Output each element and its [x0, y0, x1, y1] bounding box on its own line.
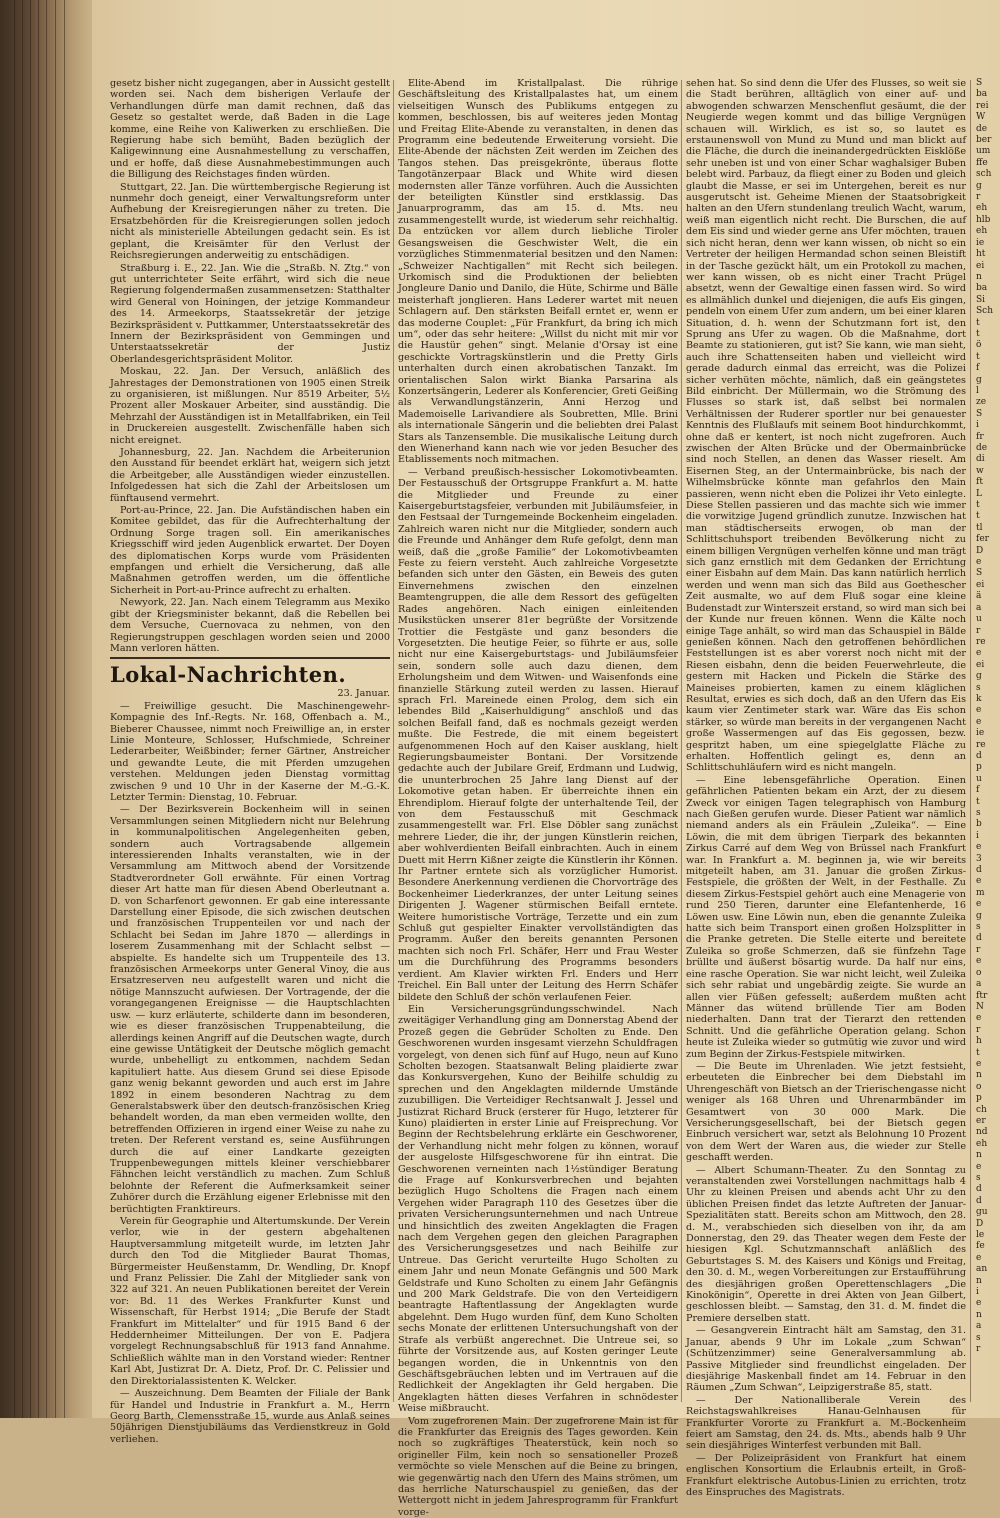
book-binding: [0, 0, 92, 1418]
column-3: [686, 78, 966, 1498]
column-4-fragment: g: [976, 374, 982, 385]
column-rule: [970, 80, 971, 1402]
column-4-fragment: p: [976, 1093, 982, 1104]
column-4-fragment: o: [976, 1081, 982, 1092]
column-4-fragment: 3: [976, 853, 982, 864]
column-4-fragment: t: [976, 511, 980, 522]
article-text: — Verband preußisch-hessischer Lokomotivbeamten. Der Festausschuß der Ortsgruppe Frankfurt a. M. hatte die Mitglieder und Freunde zu einer Kaisergeburtstagsfeier, verbunden mit Jubiläumsfeier, in den Festsaal der Turngemeinde Bockenheim eingeladen. Zahlreich waren nicht nur die Mitglieder, sondern auch die Freunde und Anhänger dem Rufe gefolgt, denn man weiß, daß die „große Familie“ der Lokomotivbeamten Feste zu feiern versteht. Auch zahlreiche Vorgesetzte befanden sich unter den Gästen, ein Beweis des guten Einvernehmens zwischen den einzelnen Beamtengruppen, die alle dem Ressort des gefügelten Rades angehören. Nach einigen einleitenden Musikstücken unserer 81er begrüßte der Vorsitzende Trottier die Festgäste und ganz besonders die Vorgesetzten. Die heutige Feier, so führte er aus, solle nicht nur eine Kaisergeburtstags- und Jubiläumsfeier sein, sondern solle auch dazu dienen, dem Erholungsheim und dem Witwen- und Waisenfonds eine finanzielle Stärkung zuteil werden zu lassen. Hierauf sprach Frl. Mareinede einen Prolog, dem sich ein lebendes Bild „Kaiserhuldigung“ anschloß und das solchen Beifall fand, daß es nochmals gezeigt werden mußte. Die Festrede, die mit einem begeistert aufgenommenen Hoch auf den Kaiser ausklang, hielt Regierungsbaumeister Bontani. Der Vorsitzende gedachte auch der Jubilare Greif, Erdmann und Ludwig, die ununterbrochen 25 Jahre lang Dienst auf der Lokomotive getan haben. Er überreichte ihnen ein Ehrendiplom. Hierauf folgte der unterhaltende Teil, der von dem Festausschuß mit Geschmack zusammengestellt war. Frl. Else Döbler sang zunächst mehrere Lieder, die ihr, der jungen Künstlerin reichen, aber wohlverdienten Beifall einbrachten. Auch in einem Duett mit Herrn Kißner zeigte die Künstlerin ihr Können. Ihr Partner erntete sich als vorzüglicher Humorist. Besondere Anerkennung verdienen die Chorvorträge des Bockenheimer Liederkranzes, der unter Leitung seines Dirigenten J. Wagener stürmischen Beifall erntete. Weitere humoristische Vorträge, Terzette und ein zum Schluß gut gespielter Einakter vervollständigten das Programm. Außer den bereits genannten Personen machten sich noch Frl. Schäfer, Herr und Frau Wester um die Durchführung des Programms besonders verdient. Am Klavier wirkten Frl. Enders und Herr Treichel. Ein Ball unter der Leitung des Herrn Schäfer bildete den Schluß der schön verlaufenen Feier.: [398, 466, 678, 1003]
section-title: Lokal-Nachrichten.: [110, 662, 347, 688]
column-4-fragment: D: [976, 1218, 984, 1229]
column-4-fragment: e: [976, 648, 982, 659]
column-4-fragment: d: [976, 865, 982, 876]
column-4-fragment: de: [976, 123, 988, 134]
column-4-cutoff: [976, 78, 1000, 1404]
column-4-fragment: ht: [976, 249, 986, 260]
column-4-fragment: ze: [976, 397, 987, 408]
column-4-fragment: h: [976, 1036, 982, 1047]
column-4-fragment: ä: [976, 591, 982, 602]
article-text: — Auszeichnung. Dem Beamten der Filiale der Bank für Handel und Industrie in Frankfurt a. M., Herrn Georg Barth, Clemensstraße 15, wurde aus Anlaß seines 50jährigen Dienstjubiläums das Verdienstkreuz in Gold verliehen.: [110, 1388, 390, 1445]
column-1: [110, 78, 390, 1445]
column-4-fragment: W: [976, 112, 986, 123]
column-4-fragment: a: [976, 979, 982, 990]
column-4-fragment: i: [976, 830, 979, 841]
column-4-fragment: fer: [976, 534, 989, 545]
column-4-fragment: n: [976, 1309, 982, 1320]
column-4-fragment: d: [976, 1184, 982, 1195]
column-4-fragment: d: [976, 1195, 982, 1206]
column-4-fragment: s: [976, 808, 981, 818]
column-4-fragment: le: [976, 1230, 985, 1241]
newspaper-page: [92, 0, 1000, 1518]
column-4-fragment: eh: [976, 226, 988, 237]
column-4-fragment: e: [976, 899, 982, 910]
column-4-fragment: t: [976, 351, 980, 362]
column-4-fragment: ba: [976, 283, 988, 294]
column-4-fragment: gu: [976, 1207, 988, 1218]
column-4-fragment: u: [976, 614, 982, 625]
column-4-fragment: e: [976, 842, 982, 853]
column-4-fragment: e: [976, 956, 982, 967]
section-date: 23. Januar.: [337, 688, 390, 700]
column-4-fragment: r: [976, 625, 981, 636]
column-rule: [393, 80, 394, 1402]
column-4-fragment: re: [976, 739, 986, 750]
column-4-fragment: r: [976, 192, 981, 203]
column-4-fragment: n: [976, 1150, 982, 1161]
article-text: — Freiwillige gesucht. Die Maschinengewehr-Kompagnie des Inf.-Regts. Nr. 168, Offenbach a. M., Bieberer Chaussee, nimmt noch Freiwillige an, in erster Linie Monteure, Schlosser, Hufschmiede, Schreiner Lederarbeiter, Weißbinder; ferner Gärtner, Anstreicher und gewandte Leute, die mit Pferden umzugehen verstehen. Meldungen jeden Dienstag vormittag zwischen 9 und 10 Uhr in der Kaserne der M.-G.-K. Letzter Termin: Dienstag, 10. Februar.: [110, 700, 390, 803]
column-4-fragment: s: [976, 922, 981, 933]
article-text: Vom zugefrorenen Main. Der zugefrorene Main ist für die Frankfurter das Ereignis des Tages geworden. Kein noch so zugkräftiges Theaterstück, kein noch so origineller Film, kein noch so sensationeller Prozeß vermöchte so viele Menschen auf die Beine zu bringen, wie gegenwärtig nach den Ufern des Mains strömen, um das herrliche Naturschauspiel zu genießen, das der Wettergott nicht in jedem Jahresprogramm für Frankfurt vorge-: [398, 1415, 678, 1518]
column-4-fragment: s: [976, 1173, 981, 1183]
column-4-fragment: ba: [976, 89, 988, 100]
column-4-fragment: w: [976, 465, 984, 476]
section-divider: [110, 657, 390, 659]
column-4-fragment: e: [976, 1161, 982, 1172]
column-4-fragment: ber: [976, 135, 992, 146]
column-4-fragment: an: [976, 1264, 988, 1275]
column-4-fragment: e: [976, 557, 982, 568]
column-4-fragment: de: [976, 443, 988, 453]
article-text: — Der Bezirksverein Bockenheim will in seinen Versammlungen seinen Mitgliedern nicht nur Belehrung in kommunalpolitischen Angelegenheiten geben, sondern auch Vortragsabende allgemein interessierenden Inhalts veranstalten, wie in der Versammlung am Mittwoch abend der Vorsitzende Stadtverordneter Goll erwähnte. Für einen Vortrag dieser Art hatte man für diesen Abend Oberleutnant a. D. von Scharfenort gewonnen. Er gab eine interessante Darstellung einer Episode, die sich zwischen deutschen und französischen Truppenteilen vor und nach der Schlacht bei Sedan im Jahre 1870 — allerdings in loserem Zusammenhang mit der Schlacht selbst — abspielte. Es handelte sich um Truppenteile des 13. französischen Armeekorps unter General Vinoy, die aus Ersatzreserven neu aufgestellt waren und nicht die nötige Mannszucht aufwiesen. Der Vortragende, der die vorangegangenen Ereignisse — die Hauptschlachten usw. — kurz erläuterte, schilderte dann im besonderen, wie es dieser französischen Truppenabteilung, die allerdings keinen Angriff auf die Deutschen wagte, durch eine gewisse Untätigkeit der Deutsche möglich gemacht wurde, unbehelligt zu entkommen, nachdem Sedan kapituliert hatte. Aus diesem Grund sei diese Episode ganz wenig bekannt geworden und auch erst im Jahre 1892 in einem besonderen Nachtrag zu dem Generalstabswerk über den deutsch-französischen Krieg behandelt worden, da man eben vermeiden wollte, den betreffenden Offizieren in irgend einer Weise zu nahe zu treten. Der Referent verstand es, seine Ausführungen durch die auf einer Landkarte gezeigten Truppenbewegungen mittels kleiner verschiebbarer Fähnchen leicht verständlich zu machen. Zum Schluß belohnte der Referent die Aufmerksamkeit seiner Zuhörer durch die Erzählung eigener Erlebnisse mit den berüchtigten Franktireurs.: [110, 804, 390, 1215]
column-4-fragment: Sch: [976, 306, 994, 317]
article-text: sehen hat. So sind denn die Ufer des Flusses, so weit sie die Stadt berühren, alltäglich von einer auf- und abwogenden schwarzen Menschenflut gesäumt, die der Neugierde wegen kommt und das billige Vergnügen schauen will. Wirklich, es ist so, so lautet es erstaunenswoll von Mund zu Mund und man blickt auf die Fläche, die durch die ineinandergedrückten Eisklöße sehr uneben ist und von einer Schar waghalsiger Buben belebt wird. Parbauz, da fliegt einer zu Boden und gleich glaubt die Masse, er sei im Untergehen, bereit es nur ausgerutscht ist. Geheime Mienen der Staatsobrigkeit halten an den Ufern stundenlang treulich Wacht, warum, weiß man eigentlich nicht recht. Die Burschen, die auf dem Eis sind und wieder gerne ans Ufer möchten, trauen sich nicht heran, denn wer kann wissen, ob nicht so ein Vertreter der heiligen Hermandad schon seinen Bleistift in der Tasche gezückt hält, um ein Protokoll zu machen, wer kann wissen, ob es nicht einer Tracht Prügel absetzt, wenn der Gewaltige einen fassen wird. So wird es allmählich dunkel und diejenigen, die aufs Eis gingen, pendeln von einem Ufer zum andern, um bei einer klaren Situation, d. h. wenn der Schutzmann fort ist, den Sprung ans Ufer zu wagen. Ob die Maßnahme, dort Beamte zu stationieren, gut ist? Sie kann, wie man sieht, auch ihre Schattenseiten haben und vielleicht wird gerade dadurch einmal das erreicht, was die Polizei sicher verhüten möchte, nämlich, daß ein geängstetes Bild einbricht. Der Müllermain, wo die Strömung des Flusses so stark ist, daß selbst bei normalen Verhältnissen der Ruderer sportler nur bei genauester Kenntnis des Flußlaufs mit seinem Boot hindurchkommt, ohne daß er kentert, ist noch nicht zugefroren. Auch zwischen der Alten Brücke und der Obermainbrücke sind noch Stellen, an denen das Wasser rieselt. Am Eisernen Steg, an der Untermainbrücke, bis nach der Wilhelmsbrücke könnte man gefahrlos den Main passieren, wenn nicht eben die Polizei ihr Veto einlegte. Diese Stellen passieren und das machte sich wie immer die vorwitzige Jugend gründlich zunutze. Inzwischen hat man städtischerseits erwogen, ob man der Schlittschuhsport treibenden Bevölkerung nicht zu einem billigen Vergnügen verhelfen könne und man trägt sich ganz ernstlich mit dem Gedanken der Errichtung einer Eisbahn auf dem Main. Das kann natürlich herrlich werden und wenn man sich das Bild aus Goethescher Zeit ausmalte, wo auf dem Fluß sogar eine kleine Budenstadt zur Winterszeit erstand, so wird man sich bei der Kunde nur freuen können. Wenn die Kälte noch einige Tage anhält, so wird man das Schauspiel in Bälde genießen können. Nach den getroffenen behördlichen Feststellungen ist es aber vorerst noch nicht mit der Riesen eisbahn, denn die beiden Feuerwehrleute, die gestern mit Hacken und Pickeln die Stärke des Maineises probierten, kamen zu einem kläglichen Resultat, erwies es sich doch, daß an den Ufern das Eis kaum vier Zentimeter stark war. Wäre das Eis schon stärker, so würde man bereits in der vergangenen Nacht große Wassermengen auf das Eis gegossen, bezw. gespritzt haben, um eine spiegelglatte Fläche zu erhalten. Hoffentlich gelingt es, denn an Schlittschuhläufern wird es nicht mangeln.: [686, 78, 966, 774]
column-4-fragment: r: [976, 1024, 981, 1035]
column-4-fragment: e: [976, 1298, 982, 1309]
column-4-fragment: t: [976, 317, 980, 328]
column-4-fragment: e: [976, 1058, 982, 1069]
column-4-fragment: t: [976, 500, 980, 511]
column-4-fragment: b: [976, 819, 982, 830]
column-4-fragment: g: [976, 910, 982, 921]
column-4-fragment: eh: [976, 1138, 988, 1149]
article-text: gesetz bisher nicht zugegangen, aber in Aussicht gestellt worden sei. Nach dem bisherigen Verlaufe der Verhandlungen dürfe man damit rechnen, daß das Gesetz so gestaltet werde, daß Baden in die Lage komme, eine Reihe von Kaliwerken zu erschließen. Die Regierung habe sich bemüht, Baden bezüglich der Kaligewinnung eine Ausnahmestellung zu verschaffen, und er hoffe, daß diese Ausnahmebestimmungen auch die Billigung des Reichstages finden würden.: [110, 78, 390, 181]
column-4-fragment: ei: [976, 659, 985, 670]
column-4-fragment: k: [976, 693, 982, 704]
column-4-fragment: e: [976, 1252, 982, 1263]
column-4-fragment: fe: [976, 1241, 985, 1252]
article-text: — Die Beute im Uhrenladen. Wie jetzt festsieht, erbeuteten die Einbrecher bei dem Diebstahl im Uhrengeschäft von Bietsch an der Trierischengasse nicht weniger als 168 Uhren und Uhrenarmbänder im Gesamtwert von 30 000 Mark. Die Versicherungsgesellschaft, bei der Bietsch gegen Einbruch versichert war, setzt als Belohnung 10 Prozent von dem Wert der Waren aus, die wieder zur Stelle geschafft werden.: [686, 1060, 966, 1164]
article-text: Straßburg i. E., 22. Jan. Wie die „Straßb. N. Ztg.“ von gut unterrichteter Seite erfährt, wird sich die neue Regierung folgendermaßen zusammensetzen: Statthalter wird General von Hoiningen, der jetzige Kommandeur des 14. Armeekorps, Staatssekretär der jetzige Bezirkspräsident v. Puttkammer, Unterstaatssekretär des Innern der Bezirkspräsident von Gemmingen und Unterstaatssekretär der Justiz Oberlandesgerichtspräsident Molitor.: [110, 262, 390, 365]
column-4-fragment: ie: [976, 728, 985, 739]
article-text: — Der Nationalliberale Verein des Reichstagswahlkreises Hanau-Gelnhausen für Frankfurter Vororte zu Frankfurt a. M.-Bockenheim feiert am Samstag, den 24. ds. Mts., abends halb 9 Uhr sein diesjähriges Winterfest verbunden mit Ball.: [686, 1394, 966, 1452]
column-4-fragment: r: [976, 1344, 981, 1355]
column-4-fragment: ffe: [976, 157, 988, 168]
column-4-fragment: a: [976, 602, 982, 613]
column-4-fragment: s: [976, 682, 981, 693]
column-4-fragment: S: [976, 78, 983, 88]
column-4-fragment: fr: [976, 431, 984, 442]
column-4-fragment: a: [976, 1321, 982, 1332]
column-4-fragment: d: [976, 933, 982, 944]
column-4-fragment: n: [976, 1275, 982, 1286]
column-4-fragment: g: [976, 180, 982, 191]
column-4-fragment: ei: [976, 579, 985, 590]
column-4-fragment: e: [976, 1013, 982, 1024]
column-4-fragment: o: [976, 967, 982, 978]
article-text: Moskau, 22. Jan. Der Versuch, anläßlich des Jahrestages der Demonstrationen von 1905 einen Streik zu organisieren, ist mißlungen. Nur 8519 Arbeiter, 5½ Prozent aller Moskauer Arbeiter, sind ausständig. Die Mehrzahl der Ausständigen ist in Metallfabriken, ein Teil in Druckereien ausgestellt. Zwischenfälle haben sich nicht ereignet.: [110, 366, 390, 446]
column-4-fragment: f: [976, 785, 980, 796]
column-4-fragment: eh: [976, 203, 988, 214]
column-4-fragment: i: [976, 1287, 979, 1298]
article-text: Port-au-Prince, 22. Jan. Die Aufständischen haben ein Komitee gebildet, das für die Aufrechterhaltung der Ordnung Sorge tragen soll. Ein amerikanisches Kriegsschiff wird jeden Augenblick erwartet. Der Doyen des diplomatischen Korps wurde vom Präsidenten empfangen und erhielt die Versicherung, daß alle Maßnahmen getroffen werden, um die öffentliche Sicherheit in Port-au-Prince aufrecht zu erhalten.: [110, 505, 390, 596]
column-4-fragment: e: [976, 876, 982, 887]
column-4-fragment: g: [976, 671, 982, 682]
column-4-fragment: i: [976, 420, 979, 431]
column-4-fragment: S: [976, 568, 983, 579]
column-4-fragment: S: [976, 408, 983, 419]
column-4-fragment: D: [976, 545, 984, 556]
column-4-fragment: rei: [976, 100, 989, 111]
article-text: — Der Polizeipräsident von Frankfurt hat einem englischen Konsortium die Erlaubnis erteilt, in Groß-Frankfurt elektrische Autobus-Linien zu errichten, trotz des Einspruches des Magistrats.: [686, 1452, 966, 1498]
column-4-fragment: re: [976, 636, 986, 647]
column-4-fragment: p: [976, 762, 982, 773]
article-text: — Gesangverein Eintracht hält am Samstag, den 31. Januar, abends 9 Uhr im Lokale „zum Schwan“ (Schützenzimmer) seine Generalversammlung ab. Passive Mitglieder sind freundlichst eingeladen. Der diesjährige Maskenball findet am 14. Februar in den Räumen „Zum Schwan“, Leipzigerstraße 85, statt.: [686, 1325, 966, 1394]
column-4-fragment: e: [976, 716, 982, 727]
column-4-fragment: Si: [976, 294, 986, 305]
column-4-fragment: m: [976, 887, 985, 898]
column-4-fragment: s: [976, 1332, 981, 1343]
article-text: Newyork, 22. Jan. Nach einem Telegramm aus Mexiko gibt der Kriegsminister bekannt, daß die Rebellen bei dem Versuche, Cuernovaca zu nehmen, von den Regierungstruppen geschlagen worden seien und 2000 Mann verloren hätten.: [110, 597, 390, 654]
column-4-fragment: t: [976, 1047, 980, 1058]
column-4-fragment: ei: [976, 260, 985, 271]
article-text: Stuttgart, 22. Jan. Die württembergische Regierung ist nunmehr doch geneigt, einer Verwaltungsreform unter Aufhebung der Kreisregierungen näher zu treten. Die Ersatzbehörden für die Kreisregierungen sollen jedoch nicht als ministerielle Abteilungen gedacht sein. Es ist geplant, die Kreisämter für den Verlust der Reichsregierungen anderweitig zu entschädigen.: [110, 181, 390, 262]
column-4-fragment: sch: [976, 169, 992, 180]
column-4-fragment: d: [976, 750, 982, 761]
column-4-fragment: ftr: [976, 990, 988, 1001]
column-4-fragment: n: [976, 1070, 982, 1081]
column-4-fragment: um: [976, 146, 991, 157]
article-text: Elite-Abend im Kristallpalast. Die rührige Geschäftsleitung des Kristallpalastes hat, um einem vielseitigen Wunsch des Publikums entgegen zu kommen, beschlossen, bis auf weiteres jeden Montag und Freitag Elite-Abende zu veranstalten, in denen das Programm eine bedeutende Erweiterung vorsieht. Die Elite-Abende der nächsten Zeit werden im Zeichen des Tangos stehen. Das preisgekrönte, überaus flotte Tangotänzerpaar Black und White wird diesen modernsten aller Tänze vorführen. Auch die Aussichten der beteiligten Künstler sind erstklassig. Das Januarprogramm, das am 15. d. Mts. neu zusammengestellt wurde, ist wiederum sehr reichhaltig. Da entzücken vor allem durch liebliche Tiroler Gesangsweisen die Geschwister Welt, die ein vorzügliches Stimmenmaterial besitzen und den Namen: „Schweizer Nachtigallen“ mit Recht sich beilegen. Urkomisch sind die Produktionen der beliebten Jongleure Danio und Danilo, die Hüte, Schirme und Bälle meisterhaft jonglieren. Hans Lederer wartet mit neuen Schlagern auf. Den stärksten Beifall erntet er, wenn er das moderne Couplet: „Für Frankfurt, da bring ich mich um“, oder das sehr heitere: „Willst du nicht mit mir vor die Haustür gehen“ singt. Melanie d'Orsay ist eine geschickte Vortragskünstlerin und die Pretty Girls unterhalten durch einen akrobatischen Tanzakt. Im orientalischen Salon wirkt Bianka Parsarina als Konzertsängerin, Lederer als Konferencier, Greti Geißing als Verwandlungstänzerin, Anni Herzog und Mademoiselle Larivandiere als Soubretten, Mlle. Brini als internationale Sängerin und die beliebten drei Palast Stars als Tanzensemble. Die musikalische Leitung durch den Wienerhand kann nach wie vor jeden Besucher des Etablissements noch mitmachen.: [398, 78, 678, 466]
column-4-fragment: ft: [976, 477, 983, 488]
column-4-fragment: f: [976, 363, 980, 374]
column-4-fragment: e: [976, 705, 982, 716]
article-text: — Albert Schumann-Theater. Zu den Sonntag zu veranstaltenden zwei Vorstellungen nachmittags halb 4 Uhr zu kleinen Preisen und abends acht Uhr zu den üblichen Preisen findet das letzte Auftreten der Januar-Spezialitäten statt. Bereits schon am Mittwoch, den 28. d. M., verabschieden sich dieselben von ihr, da am Donnerstag, den 29. das Theater wegen dem Feste der hiesigen Kgl. Schutzmannschaft anläßlich des Geburtstages S. M. des Kaisers und Königs und Freitag, den 30. d. M., wegen Vorbereitungen zur Erstaufführung des diesjährigen großen Operettenschlagers „Die Kinokönigin“, Operette in drei Akten von Jean Gilbert, geschlossen bleibt. — Samstag, den 31. d. M. findet die Premiere derselben statt.: [686, 1164, 966, 1324]
article-text: — Eine lebensgefährliche Operation. Einen gefährlichen Patienten bekam ein Arzt, der zu diesem Zweck vor einigen Tagen telegraphisch von Hamburg nach Gießen gerufen wurde. Dieser Patient war nämlich niemand anders als ein Fräulein „Zuleika“. — Eine Löwin, die mit dem übrigen Tierpark des bekannten Zirkus Carré auf dem Weg von Brüssel nach Frankfurt war. In Frankfurt a. M. beginnen ja, wie wir bereits mitgeteilt haben, am 31. Januar die großen Zirkus-Festspiele, die größten der Welt, in der Festhalle. Zu diesem Zirkus-Festspiel gehört auch eine Menagerie von rund 250 Tieren, darunter eine Elefantenherde, 16 Löwen usw. Eine Löwin nun, eben die genannte Zuleika hatte sich beim Transport einen großen Holzsplitter in die Pranke getreten. Die Stelle eiterte und bereitete Zuleika so große Schmerzen, daß sie fünfzehn Tage brüllte und äußerst bösartig wurde. Da half nur eins, eine rasche Operation. Sie war nicht leicht, weil Zuleika sich sehr rabiat und ungebärdig zeigte. Sie wurde an allen vier Füßen gefesselt; außerdem mußten acht Männer das wütend brüllende Tier am Boden niederhalten. Dann trat der Tierarzt den rettenden Schnitt. Und die gefährliche Operation gelang. Schon heute ist Zuleika wieder so gutmütig wie zuvor und wird zum Beginn der Zirkus-Festspiele mitwirken.: [686, 774, 966, 1060]
column-4-fragment: t: [976, 796, 980, 807]
column-4-fragment: tl: [976, 522, 983, 533]
column-4-fragment: nd: [976, 1127, 988, 1138]
column-4-fragment: n: [976, 271, 982, 282]
column-4-fragment: t: [976, 328, 980, 339]
column-4-fragment: ch: [976, 1104, 987, 1115]
column-4-fragment: u: [976, 773, 982, 784]
column-4-fragment: hlb: [976, 214, 991, 225]
column-4-fragment: di: [976, 454, 985, 465]
column-4-fragment: ö: [976, 340, 982, 351]
article-text: Johannesburg, 22. Jan. Nachdem die Arbeiterunion den Ausstand für beendet erklärt hat, weigern sich jetzt die Arbeitgeber, alle Ausständigen wieder einzustellen. Infolgedessen hat sich die Zahl der Arbeitslosen um fünftausend vermehrt.: [110, 447, 390, 504]
column-4-fragment: L: [976, 488, 982, 499]
column-4-fragment: r: [976, 944, 981, 955]
column-4-fragment: N: [976, 1001, 984, 1012]
column-2: [398, 78, 678, 1518]
column-4-fragment: er: [976, 1115, 986, 1126]
column-4-fragment: ie: [976, 237, 985, 248]
article-text: Ein Versicherungsgründungsschwindel. Nach zweitägiger Verhandlung ging am Donnerstag Abend der Prozeß gegen die Gebrüder Scholten zu Ende. Den Geschworenen wurden insgesamt vierzehn Schuldfragen vorgelegt, von denen sich fünf auf Hugo, neun auf Kuno Scholten bezogen. Staatsanwalt Beling plaidierte zwar das Konkursvergehen, Kuno der Beihilfe schuldig zu sprechen und den Angeklagten mildernde Umstände zuzubilligen. Die Verteidiger Rechtsanwalt J. Jessel und Justizrat Richard Bruck (ersterer für Hugo, letzterer für Kuno) plaidierten in erster Linie auf Freisprechung. Vor Beginn der Rechtsbelehrung erklärte ein Geschworener, der Verhandlung nicht mehr folgen zu können, worauf der ausgeloste Hilfsgeschworene für ihn eintrat. Die Geschworenen verneinten nach 1½stündiger Beratung die Frage auf Konkursverbrechen und bejahten bezüglich Hugo Scholtens die Fragen nach einem Vergehen wider Paragraph 110 des Gesetzes über die privaten Versicherungsunternehmen und nach Untreue und hinsichtlich des zweiten Angeklagten die Fragen nach dem Vergehen gegen den gleichen Paragraphen des Versicherungsgesetzes und nach Beihilfe zur Untreue. Das Gericht verurteilte Hugo Scholten zu einem Jahr und neun Monate Gefängnis und 500 Mark Geldstrafe und Kuno Scholten zu einem Jahr Gefängnis und 200 Mark Geldstrafe. Die von den Verteidigern beantragte Haftentlassung der Angeklagten wurde abgelehnt. Dem Hugo wurden fünf, dem Kuno Scholten sechs Monate der erlittenen Untersuchungshaft von der Strafe als verbüßt angerechnet. Die Untreue sei, so führte der Vorsitzende aus, auf Kosten geringer Leute begangen worden, die in Unkenntnis von den Geschäftsgebräuchen lebten und im Vertrauen auf die Redlichkeit der Angeklagten ihr Geld hergaben. Die Angeklagten hätten dieses Verfahren in schnödester Weise mißbraucht.: [398, 1003, 678, 1415]
article-text: Verein für Geographie und Altertumskunde. Der Verein verlor, wie in der gestern abgehaltenen Hauptversammlung mitgeteilt wurde, im letzten Jahr durch den Tod die Mitglieder Baurat Thomas, Bürgermeister Heußenstamm, Dr. Wendling, Dr. Knopf und Franz Pelissier. Die Zahl der Mitglieder sank von 322 auf 321. An neuen Publikationen bereitet der Verein vor: Bd. 11 des Werkes Frankfurter Kunst und Wissenschaft, für Herbst 1914; „Die Berufe der Stadt Frankfurt im Mittelalter“ und für 1915 Band 6 der Heddernheimer Mitteilungen. Der von E. Padjera vorgelegt Rechnungsabschluß für 1913 fand Annahme. Schließlich wählte man in den Vorstand wieder: Rentner Karl Abt, Justizrat Dr. A. Dietz, Prof. Dr. C. Pelissier und den Direktorialassistenten K. Welcker.: [110, 1216, 390, 1387]
column-4-fragment: l: [976, 385, 979, 396]
column-rule: [681, 80, 682, 1402]
